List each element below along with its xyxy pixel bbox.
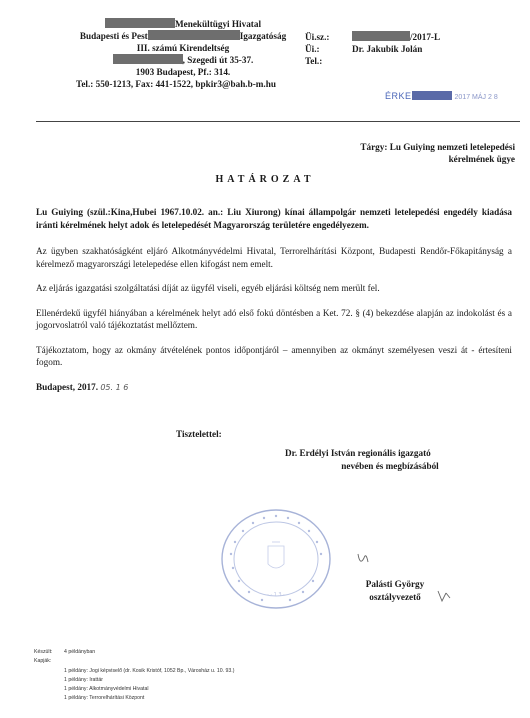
document-title: HATÁROZAT — [215, 174, 315, 185]
redaction — [148, 30, 240, 40]
issuer-block — [38, 18, 328, 90]
place-date-line: Budapest, 2017. 05. 1 6 — [36, 381, 129, 392]
recipients-label-row: Kapják: — [34, 658, 52, 665]
telephone-row: Tel.: — [305, 56, 323, 66]
issuer-contact: Tel.: 550-1213, Fax: 441-1522, bpkir3@bah.b-m.hu — [76, 79, 276, 89]
initials-scribble-icon — [436, 589, 456, 605]
signatory-name: Palásti György — [365, 579, 425, 589]
decision-paragraph: Lu Guiying (szül.:Kina,Hubei 1967.10.02. an.: Liu Xiurong) kínai állampolgár nemzeti letelepedési engedély kiadása iránti kérelmének helyt adok és letelepedését Magyarország területére engedélyezem. — [36, 207, 512, 230]
header-divider — [36, 121, 520, 122]
recipient-row: 1 példány: Alkotmányvédelmi Hivatal — [64, 686, 149, 693]
second-signatory — [350, 578, 440, 603]
notice-paragraph: Tájékoztatom, hogy az okmány átvételének pontos időpontjáról – amennyiben az okmányt személyesen veszi át - értesíteni fogom. — [36, 344, 512, 367]
subject-line-2: kérelmének ügye — [448, 154, 515, 164]
svg-text:· · 1 3 ·: · · 1 3 · — [267, 592, 285, 598]
greeting: Tisztelettel: — [176, 429, 222, 439]
recipient-row: 1 példány: Irattár — [64, 676, 103, 683]
issuer-line-2: Budapesti és Pest Igazgatóság — [79, 31, 287, 41]
decision-body — [36, 206, 512, 406]
signatory-line-2: nevében és megbízásából — [341, 460, 439, 471]
justification-paragraph: Ellenérdekű ügyfél hiányában a kérelmének helyt adó első fokú döntésben a Ket. 72. § (4) bekezdése alapján az indokolást és a jogorvoslatról való tájékoztatást mellőztem. — [36, 307, 512, 330]
redaction — [352, 31, 410, 41]
subject-line-1: Tárgy: Lu Guiying nemzeti letelepedési — [360, 142, 515, 152]
signatory-line-1: Dr. Erdélyi István regionális igazgató — [285, 448, 431, 458]
redaction — [412, 91, 452, 100]
official-seal-icon — [218, 506, 334, 612]
redaction — [105, 18, 175, 28]
recipient-row: 1 példány: Terrorelhárítási Központ — [64, 695, 145, 702]
case-reference-block — [305, 31, 525, 67]
issuer-line-5: 1903 Budapest, Pf.: 314. — [135, 67, 231, 77]
signatory-title: osztályvezető — [369, 591, 421, 602]
authority-paragraph: Az ügyben szakhatóságként eljáró Alkotmányvédelmi Hivatal, Terrorelhárítási Központ, Budapesti Rendőr-Főkapitányság a kérelmező magyarországi letelepedése ellen kifogást nem emelt. — [36, 246, 512, 269]
subject-block — [295, 141, 515, 165]
received-stamp: ÉRKE 2017 MÁJ 2 8 — [385, 91, 498, 101]
signatory-block — [285, 447, 495, 472]
case-number-row: Üi.sz.: /2017-L — [305, 32, 441, 42]
distribution-list — [34, 648, 454, 704]
case-officer-row: Üi.: Dr. Jakubik Jolán — [305, 44, 423, 54]
recipient-row: 1 példány: Jogi képviselő (dr. Kosik Kristóf, 1052 Bp., Városház u. 10. 93.) — [64, 667, 235, 674]
issuer-line-1: Menekültügyi Hivatal — [38, 18, 328, 30]
fee-paragraph: Az eljárás igazgatási szolgáltatási díját az ügyfél viseli, egyéb eljárási költség nem merült fel. — [36, 283, 380, 293]
copies-row: Készült: 4 példányban — [34, 649, 96, 655]
issuer-line-3: III. számú Kirendeltség — [136, 43, 230, 53]
redaction — [113, 54, 183, 64]
issuer-line-4: , Szegedi út 35-37. — [38, 54, 328, 66]
handwritten-date: 05. 1 6 — [100, 382, 129, 392]
signature-scribble-icon — [350, 548, 390, 574]
